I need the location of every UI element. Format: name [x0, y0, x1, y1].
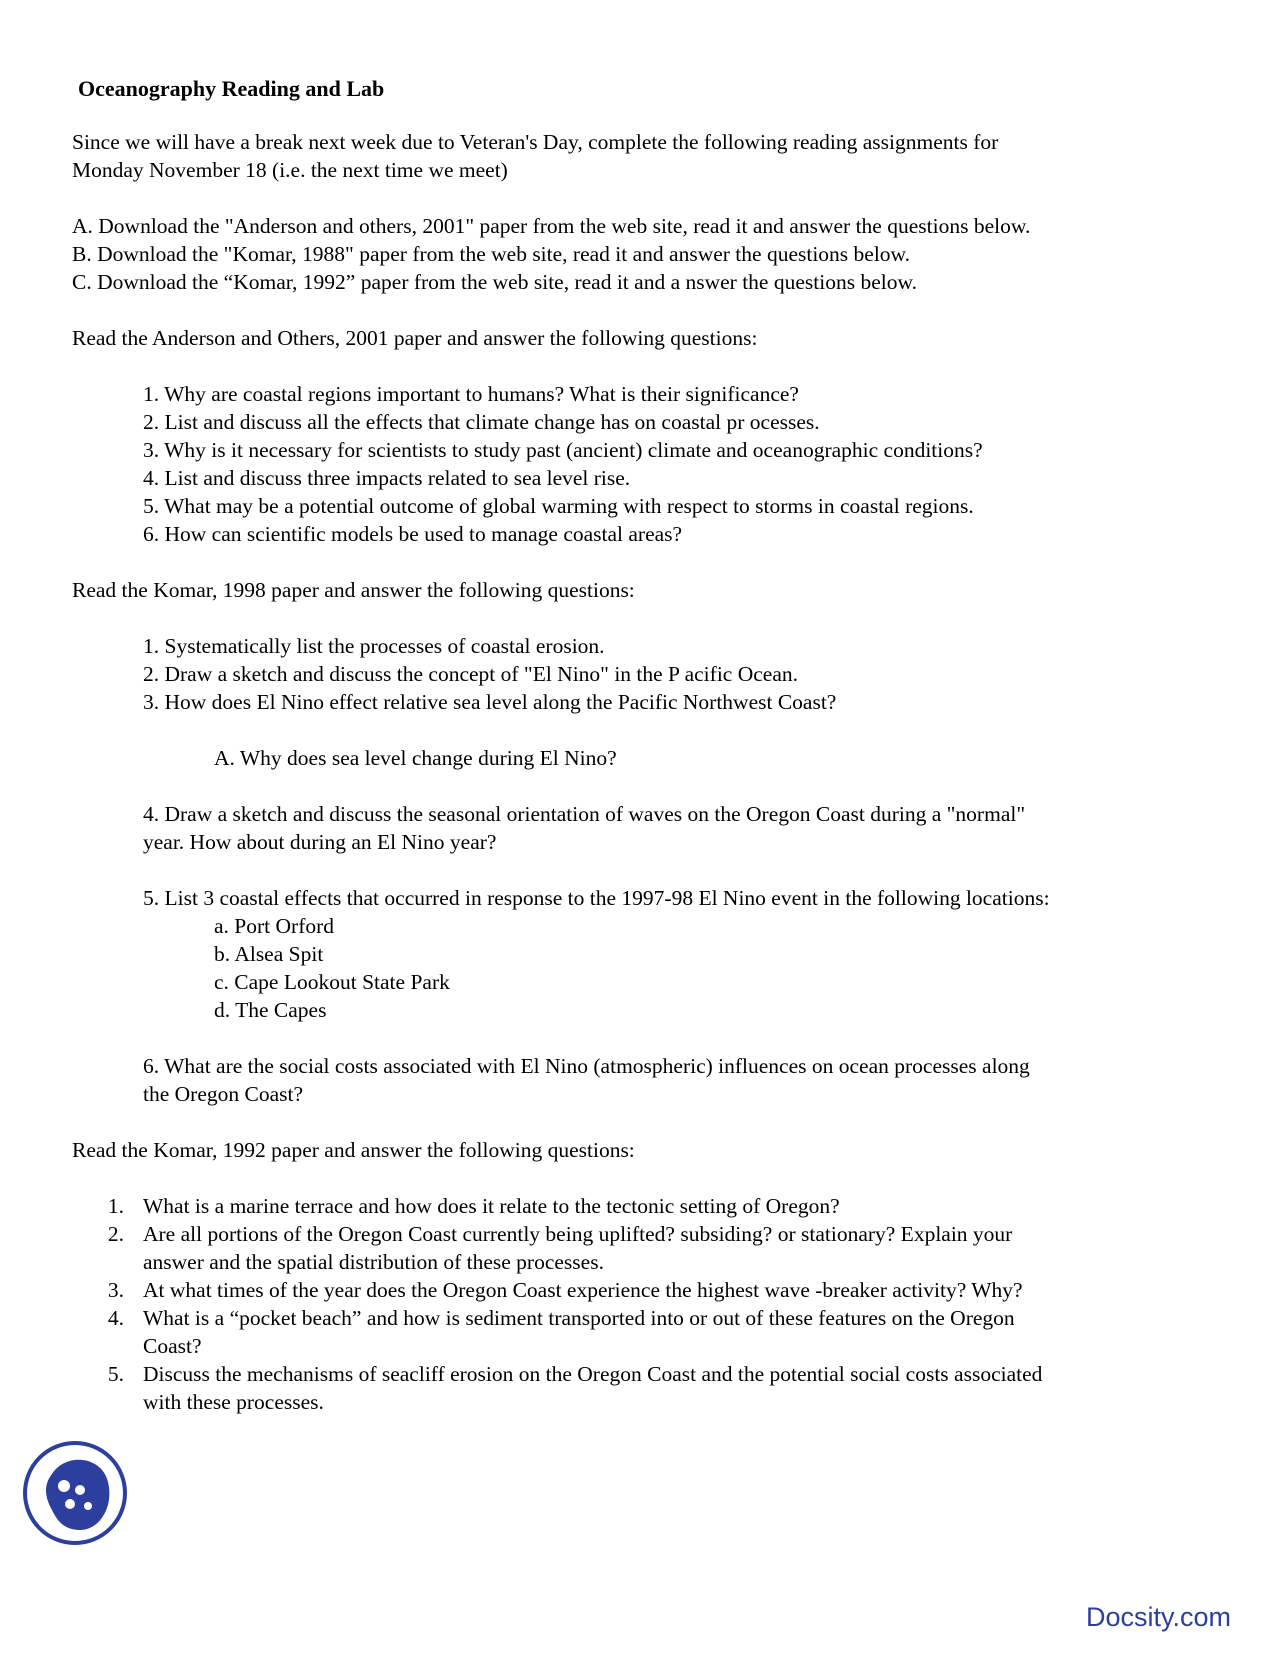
question-item: 6. How can scientific models be used to manage coastal areas? — [143, 522, 683, 546]
question-item: 4. List and discuss three impacts related to sea level rise. — [143, 466, 631, 490]
page-title: Oceanography Reading and Lab — [78, 76, 385, 101]
question-item: 1. Systematically list the processes of coastal erosion. — [143, 634, 605, 658]
question-item: What is a “pocket beach” and how is sediment transported into or out of these features on the Oregon — [143, 1306, 1015, 1330]
location-item: b. Alsea Spit — [214, 942, 324, 966]
intro-line: Monday November 18 (i.e. the next time we meet) — [72, 158, 508, 182]
question-continuation: answer and the spatial distribution of these processes. — [143, 1250, 604, 1274]
intro-line: Since we will have a break next week due to Veteran's Day, complete the following reading assignments for — [72, 130, 999, 154]
location-item: c. Cape Lookout State Park — [214, 970, 450, 994]
location-item: a. Port Orford — [214, 914, 335, 938]
docsity-brand-link[interactable]: Docsity.com — [1086, 1602, 1232, 1632]
question-item: What is a marine terrace and how does it relate to the tectonic setting of Oregon? — [143, 1194, 840, 1218]
question-item: Discuss the mechanisms of seacliff erosion on the Oregon Coast and the potential social costs associated — [143, 1362, 1043, 1386]
question-number: 5. — [107, 1362, 124, 1386]
question-continuation: the Oregon Coast? — [143, 1082, 304, 1106]
docsity-logo-icon[interactable] — [22, 1440, 128, 1546]
question-number: 2. — [107, 1222, 124, 1246]
question-continuation: year. How about during an El Nino year? — [143, 830, 497, 854]
location-item: d. The Capes — [214, 998, 327, 1022]
question-item: At what times of the year does the Oregon Coast experience the highest wave -breaker activity? Why? — [143, 1278, 1023, 1302]
assignment-item: A. Download the "Anderson and others, 2001" paper from the web site, read it and answer the questions below. — [72, 214, 1031, 238]
question-item: 4. Draw a sketch and discuss the seasonal orientation of waves on the Oregon Coast during a "normal" — [143, 802, 1026, 826]
question-item: 3. How does El Nino effect relative sea level along the Pacific Northwest Coast? — [143, 690, 837, 714]
assignment-item: C. Download the “Komar, 1992” paper from the web site, read it and a nswer the questions below. — [72, 270, 917, 294]
section-heading: Read the Komar, 1992 paper and answer the following questions: — [72, 1138, 635, 1162]
question-item: Are all portions of the Oregon Coast currently being uplifted? subsiding? or stationary? Explain your — [143, 1222, 1013, 1246]
question-item: 5. What may be a potential outcome of global warming with respect to storms in coastal regions. — [143, 494, 974, 518]
assignment-item: B. Download the "Komar, 1988" paper from the web site, read it and answer the questions below. — [72, 242, 911, 266]
question-continuation: Coast? — [143, 1334, 202, 1358]
sub-question-item: A. Why does sea level change during El Nino? — [214, 746, 617, 770]
question-item: 3. Why is it necessary for scientists to study past (ancient) climate and oceanographic conditions? — [143, 438, 983, 462]
question-item: 6. What are the social costs associated with El Nino (atmospheric) influences on ocean processes along — [143, 1054, 1030, 1078]
question-number: 1. — [107, 1194, 124, 1218]
question-number: 4. — [107, 1306, 124, 1330]
section-heading: Read the Komar, 1998 paper and answer the following questions: — [72, 578, 635, 602]
question-item: 2. Draw a sketch and discuss the concept of "El Nino" in the P acific Ocean. — [143, 662, 798, 686]
question-item: 1. Why are coastal regions important to humans? What is their significance? — [143, 382, 799, 406]
section-heading: Read the Anderson and Others, 2001 paper and answer the following questions: — [72, 326, 758, 350]
question-item: 5. List 3 coastal effects that occurred in response to the 1997-98 El Nino event in the following locations: — [143, 886, 1050, 910]
question-continuation: with these processes. — [143, 1390, 324, 1414]
question-item: 2. List and discuss all the effects that climate change has on coastal pr ocesses. — [143, 410, 820, 434]
question-number: 3. — [107, 1278, 124, 1302]
